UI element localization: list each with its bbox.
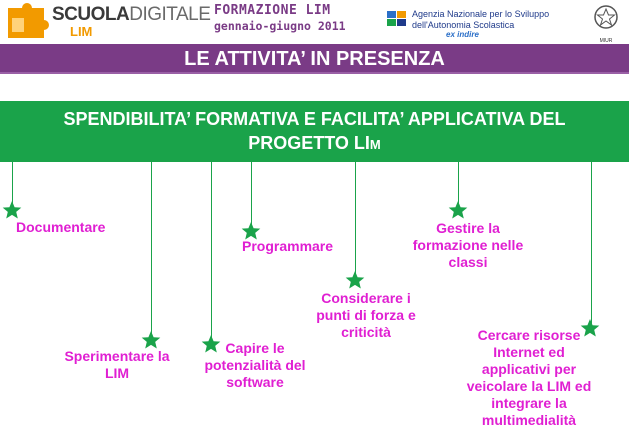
activity-capire: Capire le potenzialità del software xyxy=(204,340,306,390)
star-icon xyxy=(141,330,161,350)
logo-lim: LIM xyxy=(70,24,93,39)
activity-cercare: Cercare risorse Internet ed applicativi per veicolare la LIM ed integrare la multimedialità xyxy=(466,327,592,428)
activity-programmare: Programmare xyxy=(242,238,334,254)
miur-logo xyxy=(590,4,622,44)
agency-line2: dell'Autonomia Scolastica xyxy=(412,20,515,30)
emblem-icon xyxy=(590,4,622,32)
connector-line-sperimentare xyxy=(151,162,152,338)
subtitle-line2: PROGETTO LIM xyxy=(248,133,381,153)
course-banner xyxy=(214,3,374,33)
activity-gestire: Gestire la formazione nelle classi xyxy=(412,220,524,270)
page-title: LE ATTIVITA’ IN PRESENZA xyxy=(0,44,629,74)
connector-line-programmare xyxy=(251,162,252,230)
logo-main: SCUOLA xyxy=(52,4,130,25)
star-icon xyxy=(448,200,468,220)
agency-line3: ex indire xyxy=(446,30,479,39)
subtitle-line1: SPENDIBILITA’ FORMATIVA E FACILITA’ APPLICATIVA DEL xyxy=(63,109,566,129)
agency-icon xyxy=(386,9,408,29)
puzzle-icon xyxy=(4,2,50,40)
scuola-digitale-logo xyxy=(4,2,211,40)
connector-line-capire xyxy=(211,162,212,343)
activity-documentare: Documentare xyxy=(16,219,106,235)
star-icon xyxy=(345,270,365,290)
activity-considerare: Considerare i punti di forza e criticità xyxy=(316,290,416,340)
miur-label: MIUR xyxy=(599,38,613,44)
subtitle-box xyxy=(0,101,629,162)
course-period: gennaio-giugno 2011 xyxy=(214,19,346,33)
header xyxy=(0,0,629,42)
course-title: FORMAZIONE LIM xyxy=(214,3,331,18)
star-icon xyxy=(2,200,22,220)
logo-digitale: DIGITALE xyxy=(129,4,211,25)
activity-sperimentare: Sperimentare la LIM xyxy=(64,348,170,381)
connector-line-cercare xyxy=(591,162,592,327)
agency-line1: Agenzia Nazionale per lo Sviluppo xyxy=(412,9,550,19)
connector-line-considerare xyxy=(355,162,356,280)
